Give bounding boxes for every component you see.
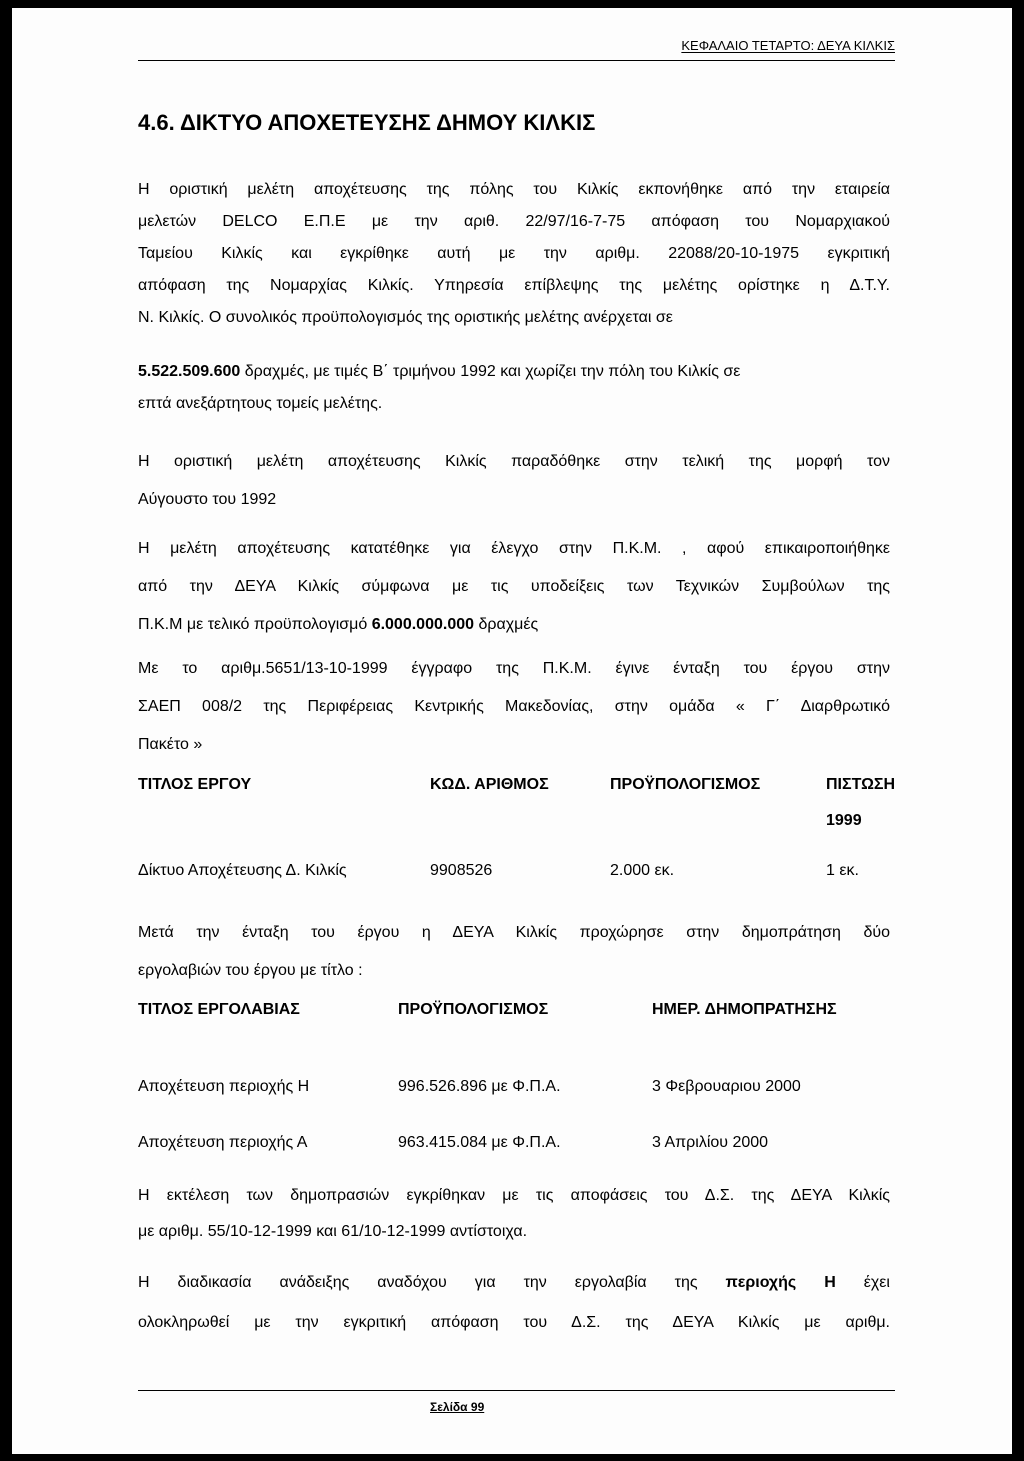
contract-row-title: Αποχέτευση περιοχής Α (138, 1134, 308, 1151)
text-line: Η οριστική μελέτη αποχέτευσης Κιλκίς παραδόθηκε στην τελική της μορφή τον (138, 453, 890, 470)
final-budget-amount: 6.000.000.000 (371, 616, 475, 633)
final-budget-text: Π.Κ.Μ με τελικό προϋπολογισμό (138, 616, 372, 633)
project-row-budget: 2.000 εκ. (610, 862, 675, 879)
contract-header-title: ΤΙΤΛΟΣ ΕΡΓΟΛΑΒΙΑΣ (138, 1001, 300, 1018)
text-line: με αριθμ. 55/10-12-1999 και 61/10-12-1999 αντίστοιχα. (138, 1223, 528, 1240)
text-line (138, 606, 890, 644)
section-title: 4.6. ΔΙΚΤΥΟ ΑΠΟΧΕΤΕΥΣΗΣ ΔΗΜΟΥ ΚΙΛΚΙΣ (138, 110, 596, 135)
paragraph-inclusion (138, 650, 890, 764)
text-line: Ν. Κιλκίς. Ο συνολικός προϋπολογισμός της οριστικής μελέτης ανέρχεται σε (138, 309, 673, 326)
text-line: απόφαση της Νομαρχίας Κιλκίς. Υπηρεσία επίβλεψης της μελέτης ορίστηκε η Δ.Τ.Υ. (138, 277, 890, 294)
project-header-budget: ΠΡΟΫΠΟΛΟΓΙΣΜΟΣ (610, 776, 761, 793)
budget-amount: 5.522.509.600 (138, 363, 241, 380)
footer-rule (138, 1390, 895, 1391)
text-line: μελετών DELCO Ε.Π.Ε με την αριθ. 22/97/16-7-75 απόφαση του Νομαρχιακού (138, 213, 890, 230)
text-line: ΣΑΕΠ 008/2 της Περιφέρειας Κεντρικής Μακεδονίας, στην ομάδα « Γ΄ Διαρθρωτικό (138, 698, 890, 715)
contract-row-date: 3 Φεβρουαριου 2000 (652, 1078, 801, 1095)
text-line: επτά ανεξάρτητους τομείς μελέτης. (138, 395, 383, 412)
project-row-code: 9908526 (430, 862, 493, 879)
project-header-title: ΤΙΤΛΟΣ ΕΡΓΟΥ (138, 776, 252, 793)
header-rule (138, 60, 895, 61)
paragraph-intro (138, 174, 890, 334)
text-line: Η εκτέλεση των δημοπρασιών εγκρίθηκαν με τις αποφάσεις του Δ.Σ. της ΔΕΥΑ Κιλκίς (138, 1187, 890, 1204)
budget-text: δραχμές, με τιμές Β΄ τριμήνου 1992 και χωρίζει την πόλη του Κιλκίς σε (240, 363, 741, 380)
paragraph-contractor (138, 1263, 890, 1343)
paragraph-approval (138, 1178, 890, 1250)
contract-header-budget: ΠΡΟΫΠΟΛΟΓΙΣΜΟΣ (398, 1001, 549, 1018)
text-line: Ταμείου Κιλκίς και εγκρίθηκε αυτή με την αριθμ. 22088/20-10-1975 εγκριτική (138, 245, 890, 262)
paragraph-delivery (138, 443, 890, 519)
project-row-title: Δίκτυο Αποχέτευσης Δ. Κιλκίς (138, 862, 347, 879)
text-line: Με το αριθμ.5651/13-10-1999 έγγραφο της Π.Κ.Μ. έγινε ένταξη του έργου στην (138, 660, 890, 677)
contractor-text: Η διαδικασία ανάδειξης αναδόχου για την εργολαβία της (138, 1274, 726, 1291)
contractor-text-end: έχει (835, 1274, 890, 1291)
contract-row-budget: 996.526.896 με Φ.Π.Α. (398, 1078, 561, 1095)
contractor-area: περιοχής Η (725, 1274, 836, 1291)
project-header-credit: ΠΙΣΤΩΣΗ (826, 776, 896, 793)
text-line: ολοκληρωθεί με την εγκριτική απόφαση του Δ.Σ. της ΔΕΥΑ Κιλκίς με αριθμ. (138, 1314, 890, 1331)
text-line (138, 1263, 890, 1303)
paragraph-tendering (138, 914, 890, 990)
text-line (138, 356, 890, 388)
text-line: Πακέτο » (138, 736, 203, 753)
page-number: Σελίδα 99 (430, 1400, 485, 1414)
text-line: Η οριστική μελέτη αποχέτευσης της πόλης του Κιλκίς εκπονήθηκε από την εταιρεία (138, 181, 890, 198)
paragraph-submission (138, 530, 890, 644)
chapter-header: ΚΕΦΑΛΑΙΟ ΤΕΤΑΡΤΟ: ΔΕΥΑ ΚΙΛΚΙΣ (681, 38, 895, 53)
text-line: εργολαβιών του έργου με τίτλο : (138, 962, 363, 979)
project-row-credit: 1 εκ. (826, 862, 859, 879)
project-header-code: ΚΩΔ. ΑΡΙΘΜΟΣ (430, 776, 549, 793)
project-header-credit-year: 1999 (826, 812, 862, 829)
contract-header-date: ΗΜΕΡ. ΔΗΜΟΠΡΑΤΗΣΗΣ (652, 1001, 837, 1018)
text-line: Αύγουστο του 1992 (138, 491, 277, 508)
contract-row-date: 3 Απριλίου 2000 (652, 1134, 769, 1151)
paragraph-budget (138, 356, 890, 420)
text-line: Η μελέτη αποχέτευσης κατατέθηκε για έλεγχο στην Π.Κ.Μ. , αφού επικαιροποιήθηκε (138, 540, 890, 557)
text-line: από την ΔΕΥΑ Κιλκίς σύμφωνα με τις υποδείξεις των Τεχνικών Συμβούλων της (138, 578, 890, 595)
final-budget-unit: δραχμές (474, 616, 539, 633)
contract-row-title: Αποχέτευση περιοχής Η (138, 1078, 310, 1095)
contract-row-budget: 963.415.084 με Φ.Π.Α. (398, 1134, 561, 1151)
text-line: Μετά την ένταξη του έργου η ΔΕΥΑ Κιλκίς προχώρησε στην δημοπράτηση δύο (138, 924, 890, 941)
